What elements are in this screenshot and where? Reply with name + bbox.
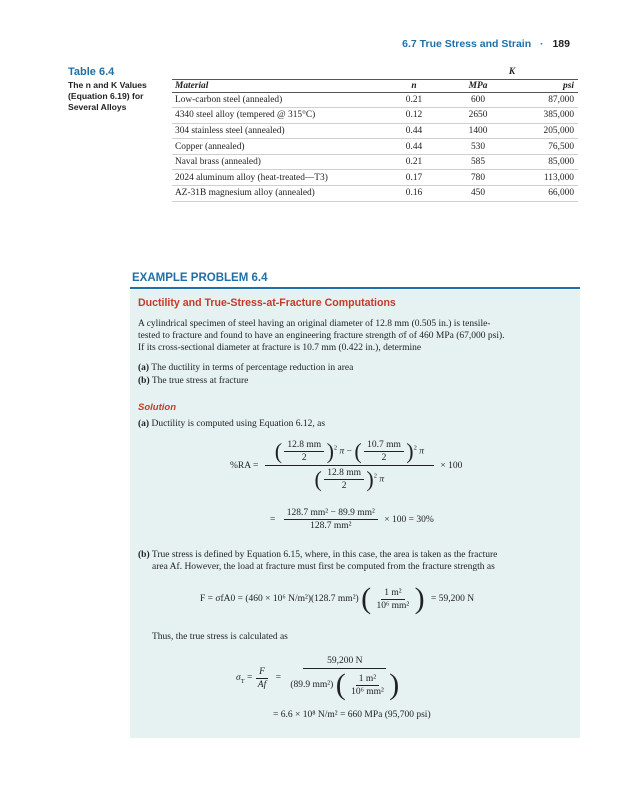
thus-text: Thus, the true stress is calculated as (152, 632, 288, 642)
cell-material: Naval brass (annealed) (172, 154, 382, 170)
cell-psi: 66,000 (510, 186, 578, 202)
cell-mpa: 2650 (446, 108, 510, 124)
cell-material: 4340 steel alloy (tempered @ 315°C) (172, 108, 382, 124)
sol-b-label: (b) (138, 550, 150, 560)
eq1-times: × 100 (440, 460, 463, 471)
cell-mpa: 585 (446, 154, 510, 170)
cell-n: 0.12 (382, 108, 446, 124)
eq1-lhs: %RA = (230, 460, 259, 471)
eq1-main-fraction: ( $\frac{12.8 mm}{2}$ )$^2$ π − ( $\frac{10.7 mm}{2}$ )$^2$ π ( $\frac{12.8 mm}{2}$ )$^2$ π (265, 440, 434, 491)
col-header-mpa: MPa (446, 79, 510, 92)
cell-n: 0.17 (382, 170, 446, 186)
col-header-n: n (382, 79, 446, 92)
cell-mpa: 600 (446, 92, 510, 108)
table-row (172, 170, 578, 186)
example-heading-rule (130, 287, 580, 289)
intro-line-3: If its cross-sectional diameter at fracture is 10.7 mm (0.422 in.), determine (138, 343, 422, 353)
running-head (402, 38, 570, 50)
cell-psi: 113,000 (510, 170, 578, 186)
item-b (138, 375, 248, 387)
solution-a (138, 418, 325, 430)
example-title: Ductility and True-Stress-at-Fracture Computations (138, 297, 396, 309)
eq3-lhs: F = σfA0 = (460 × 10⁶ N/m²)(128.7 mm²) (200, 594, 359, 604)
cell-material: Low-carbon steel (annealed) (172, 92, 382, 108)
solution-label: Solution (138, 402, 176, 413)
equation-true-stress: $\sigma_T$ = $\frac{F}{Af}$ = 59,200 N (89.9 mm²) ( $\frac{\text{1 m²}}{\text{10⁶ mm²}}$ ) (236, 656, 400, 701)
sol-a-text: Ductility is computed using Equation 6.12, as (151, 419, 326, 429)
cell-mpa: 1400 (446, 123, 510, 139)
section-title: 6.7 True Stress and Strain (402, 38, 532, 50)
cell-mpa: 530 (446, 139, 510, 155)
col-header-psi: psi (510, 79, 578, 92)
cell-psi: 205,000 (510, 123, 578, 139)
cell-mpa: 780 (446, 170, 510, 186)
cell-n: 0.21 (382, 92, 446, 108)
equation-force: F = σfA0 = (460 × 10⁶ N/m²)(128.7 mm²) ( $\frac{\text{1 m²}}{\text{10⁶ mm²}}$ ) = 59,200 N (200, 582, 475, 615)
sol-b-line-1-text: True stress is defined by Equation 6.15, where, in this case, the area is taken as the fracture (151, 550, 498, 560)
cell-material: Copper (annealed) (172, 139, 382, 155)
intro-line-2: tested to fracture and found to have an engineering fracture strength σf of 460 MPa (67,000 psi). (138, 331, 505, 341)
table-row (172, 186, 578, 202)
table-label: Table 6.4 (68, 66, 115, 78)
table-row (172, 108, 578, 124)
sol-a-label: (a) (138, 419, 150, 429)
table-row (172, 154, 578, 170)
equation-true-stress-result: = 6.6 × 10⁸ N/m² = 660 MPa (95,700 psi) (273, 710, 431, 720)
item-a-label: (a) (138, 363, 150, 373)
n-k-values-table (172, 66, 578, 202)
eq3-result: = 59,200 N (431, 594, 475, 604)
equation-ra (230, 440, 462, 491)
intro-line-1: A cylindrical specimen of steel having an original diameter of 12.8 mm (0.505 in.) is tensile- (138, 319, 491, 329)
cell-n: 0.44 (382, 123, 446, 139)
cell-psi: 87,000 (510, 92, 578, 108)
cell-psi: 76,500 (510, 139, 578, 155)
eq2-result: × 100 = 30% (384, 514, 434, 525)
cell-material: AZ-31B magnesium alloy (annealed) (172, 186, 382, 202)
separator: · (540, 38, 544, 50)
table-row (172, 123, 578, 139)
cell-n: 0.44 (382, 139, 446, 155)
table-caption (68, 66, 164, 113)
solution-b-line-1 (138, 549, 497, 561)
page-number: 189 (552, 38, 570, 50)
item-a-text: The ductility in terms of percentage reduction in area (151, 363, 354, 373)
example-heading: EXAMPLE PROBLEM 6.4 (132, 272, 268, 284)
cell-n: 0.21 (382, 154, 446, 170)
cell-psi: 85,000 (510, 154, 578, 170)
table-row (172, 139, 578, 155)
equation-ra-numeric: = $\frac{\text{128.7 mm² − 89.9 mm²}}{\text{128.7 mm²}}$ × 100 = 30% (270, 508, 434, 531)
cell-material: 304 stainless steel (annealed) (172, 123, 382, 139)
cell-psi: 385,000 (510, 108, 578, 124)
solution-b-line-2: area Af. However, the load at fracture must first be computed from the fracture strength as (152, 562, 495, 572)
cell-material: 2024 aluminum alloy (heat-treated—T3) (172, 170, 382, 186)
col-header-material: Material (172, 79, 382, 92)
k-group-header: K (446, 66, 578, 79)
cell-mpa: 450 (446, 186, 510, 202)
table-caption-text: The n and K Values (Equation 6.19) for Several Alloys (68, 80, 147, 112)
cell-n: 0.16 (382, 186, 446, 202)
item-b-label: (b) (138, 376, 150, 386)
item-a (138, 362, 353, 374)
item-b-text: The true stress at fracture (151, 376, 249, 386)
table-row (172, 92, 578, 108)
